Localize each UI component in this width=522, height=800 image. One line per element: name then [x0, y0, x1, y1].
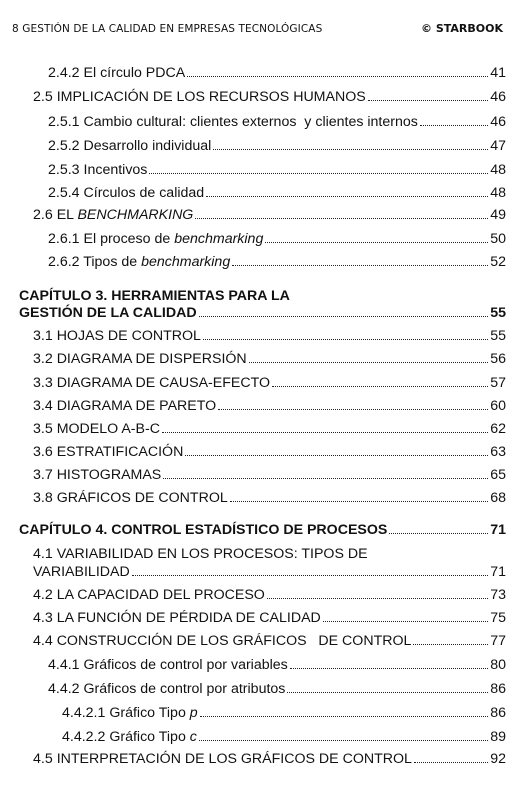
- page-number: 75: [490, 610, 506, 626]
- toc-entry[interactable]: 2.5.1 Cambio cultural: clientes externos y clientes internos 46: [48, 114, 506, 130]
- dot-leader: [132, 574, 489, 576]
- dot-leader: [230, 500, 488, 502]
- toc-entry[interactable]: 2.6.1 El proceso de benchmarking 50: [48, 231, 506, 247]
- dot-leader: [287, 691, 488, 693]
- dot-leader: [213, 148, 488, 150]
- dot-leader: [249, 361, 489, 363]
- dot-leader: [162, 431, 488, 433]
- page-number: 47: [490, 138, 506, 154]
- toc-entry[interactable]: 3.2 DIAGRAMA DE DISPERSIÓN 56: [33, 351, 506, 367]
- dot-leader: [413, 643, 488, 645]
- toc-entry[interactable]: 2.6 EL BENCHMARKING 49: [33, 207, 506, 223]
- running-header-title: 8 GESTIÓN DE LA CALIDAD EN EMPRESAS TECNOLÓGICAS: [12, 23, 323, 35]
- toc-entry[interactable]: 2.6.2 Tipos de benchmarking 52: [48, 254, 506, 270]
- page-number: 41: [490, 65, 506, 81]
- toc-entry[interactable]: 3.5 MODELO A-B-C 62: [33, 421, 506, 437]
- dot-leader: [232, 264, 488, 266]
- dot-leader: [218, 408, 488, 410]
- toc-entry[interactable]: 4.4.2.2 Gráfico Tipo c 89: [62, 729, 506, 745]
- toc-entry[interactable]: 4.4.2.1 Gráfico Tipo p 86: [62, 705, 506, 721]
- dot-leader: [272, 385, 488, 387]
- page-number: 89: [490, 729, 506, 745]
- toc-entry[interactable]: 2.4.2 El círculo PDCA 41: [48, 65, 506, 81]
- toc-entry[interactable]: 3.4 DIAGRAMA DE PARETO 60: [33, 398, 506, 414]
- dot-leader: [187, 75, 488, 77]
- page-number: 65: [490, 467, 506, 483]
- page-number: 77: [490, 633, 506, 649]
- chapter-heading: CAPÍTULO 3. HERRAMIENTAS PARA LA: [19, 288, 290, 304]
- dot-leader: [389, 532, 488, 534]
- page-number: 73: [490, 587, 506, 603]
- page-number: 80: [490, 657, 506, 673]
- page-number: 62: [490, 421, 506, 437]
- dot-leader: [206, 195, 488, 197]
- toc-entry[interactable]: 4.5 INTERPRETACIÓN DE LOS GRÁFICOS DE CONTROL 92: [33, 751, 506, 767]
- dot-leader: [420, 124, 488, 126]
- dot-leader: [203, 338, 488, 340]
- page-number: 46: [490, 114, 506, 130]
- page-number: 71: [490, 522, 506, 538]
- dot-leader: [199, 739, 488, 741]
- page-number: 48: [490, 162, 506, 178]
- page-number: 86: [490, 705, 506, 721]
- dot-leader: [195, 217, 488, 219]
- page-number: 68: [490, 490, 506, 506]
- toc-entry[interactable]: 3.3 DIAGRAMA DE CAUSA-EFECTO 57: [33, 375, 506, 391]
- page-number: 63: [490, 444, 506, 460]
- toc-entry-first-line: 4.1 VARIABILIDAD EN LOS PROCESOS: TIPOS DE: [33, 546, 368, 562]
- publisher-mark: © STARBOOK: [421, 22, 503, 35]
- toc-entry[interactable]: VARIABILIDAD 71: [33, 564, 506, 580]
- page-number: 55: [490, 305, 506, 321]
- dot-leader: [267, 597, 488, 599]
- page-number: 56: [490, 351, 506, 367]
- page-number: 60: [490, 398, 506, 414]
- dot-leader: [163, 477, 488, 479]
- page-number: 52: [490, 254, 506, 270]
- page-number: 86: [490, 681, 506, 697]
- toc-entry[interactable]: 2.5 IMPLICACIÓN DE LOS RECURSOS HUMANOS 46: [33, 89, 506, 105]
- toc-entry[interactable]: 2.5.4 Círculos de calidad 48: [48, 185, 506, 201]
- toc-entry[interactable]: 4.2 LA CAPACIDAD DEL PROCESO 73: [33, 587, 506, 603]
- page-number: 48: [490, 185, 506, 201]
- page-number: 57: [490, 375, 506, 391]
- toc-entry[interactable]: 4.4.2 Gráficos de control por atributos 86: [48, 681, 506, 697]
- page-number: 71: [490, 564, 506, 580]
- toc-chapter-entry[interactable]: GESTIÓN DE LA CALIDAD 55: [19, 305, 506, 321]
- toc-entry[interactable]: 4.4 CONSTRUCCIÓN DE LOS GRÁFICOS DE CONTROL 77: [33, 633, 506, 649]
- page-number: 55: [490, 328, 506, 344]
- page-number: 92: [490, 751, 506, 767]
- page-number: 50: [490, 231, 506, 247]
- toc-entry[interactable]: 3.6 ESTRATIFICACIÓN 63: [33, 444, 506, 460]
- toc-entry[interactable]: 3.7 HISTOGRAMAS 65: [33, 467, 506, 483]
- toc-entry[interactable]: 3.1 HOJAS DE CONTROL 55: [33, 328, 506, 344]
- toc-entry[interactable]: 3.8 GRÁFICOS DE CONTROL 68: [33, 490, 506, 506]
- dot-leader: [265, 241, 488, 243]
- dot-leader: [323, 620, 488, 622]
- dot-leader: [199, 315, 489, 317]
- dot-leader: [414, 761, 488, 763]
- dot-leader: [185, 454, 488, 456]
- dot-leader: [290, 667, 488, 669]
- dot-leader: [200, 715, 489, 717]
- toc-chapter-entry[interactable]: CAPÍTULO 4. CONTROL ESTADÍSTICO DE PROCESOS 71: [19, 522, 506, 538]
- toc-entry[interactable]: 4.4.1 Gráficos de control por variables 80: [48, 657, 506, 673]
- toc-entry[interactable]: 4.3 LA FUNCIÓN DE PÉRDIDA DE CALIDAD 75: [33, 610, 506, 626]
- page-number: 49: [490, 207, 506, 223]
- dot-leader: [368, 99, 489, 101]
- toc-entry[interactable]: 2.5.3 Incentivos 48: [48, 162, 506, 178]
- dot-leader: [149, 172, 488, 174]
- toc-entry[interactable]: 2.5.2 Desarrollo individual 47: [48, 138, 506, 154]
- page-number: 46: [490, 89, 506, 105]
